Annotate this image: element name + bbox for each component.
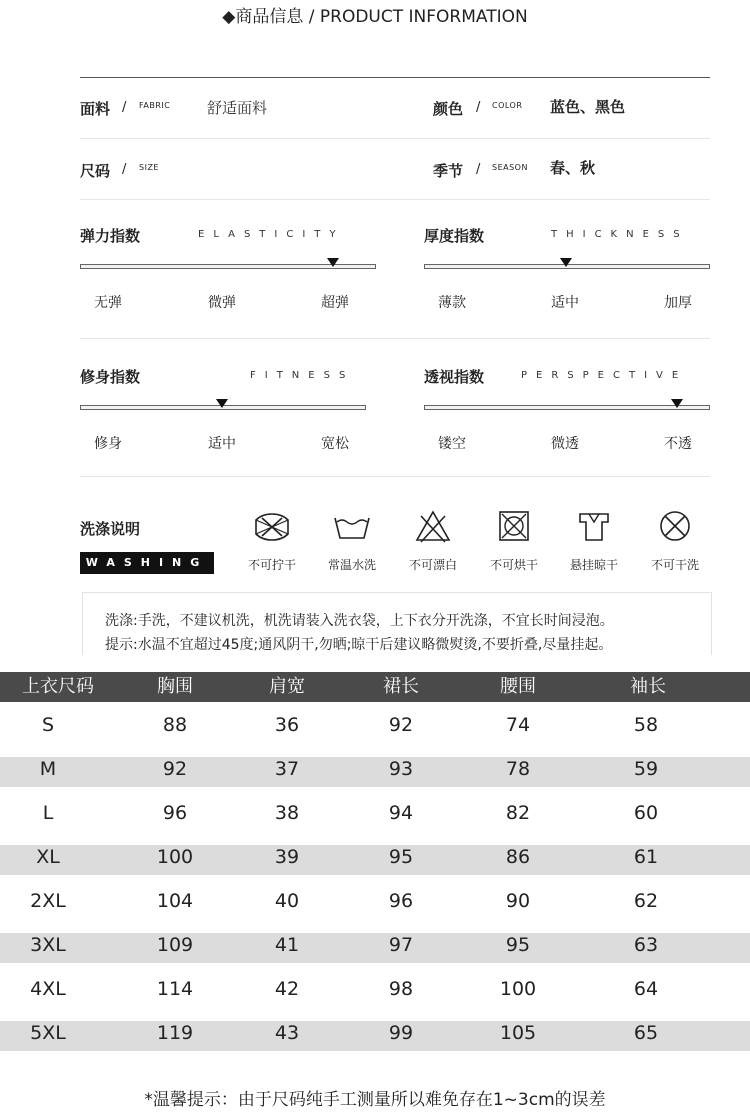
table-row-size: 2XL — [30, 890, 66, 912]
size-en: SIZE — [139, 163, 159, 172]
elasticity-en: ELASTICITY — [198, 229, 345, 240]
header-divider — [80, 77, 710, 78]
color-en: COLOR — [492, 101, 523, 110]
table-cell: 105 — [499, 1022, 537, 1044]
washing-note: 提示:水温不宜超过45度;通风阴干,勿晒;晾干后建议略微熨烫,不要折叠,尽量挂起。 — [105, 637, 613, 653]
table-cell: 74 — [505, 714, 531, 736]
table-row-size: 5XL — [30, 1022, 66, 1044]
color-separator: / — [476, 100, 481, 115]
table-header-cell: 上衣尺码 — [22, 676, 94, 697]
normal-temp-wash-icon — [332, 508, 372, 546]
table-cell: 90 — [505, 890, 531, 912]
thickness-tick: 薄款 — [438, 295, 466, 311]
table-row-size: S — [41, 714, 55, 736]
elasticity-tick: 超弹 — [321, 295, 349, 311]
table-cell: 99 — [388, 1022, 414, 1044]
fitness-tick: 适中 — [208, 436, 236, 452]
fitness-tick: 修身 — [94, 436, 122, 452]
perspective-tick: 镂空 — [438, 436, 466, 452]
table-cell: 36 — [274, 714, 300, 736]
table-cell: 100 — [499, 978, 537, 1000]
washing-notes — [82, 592, 712, 655]
row-divider — [80, 476, 710, 477]
table-cell: 94 — [388, 802, 414, 824]
row-divider — [80, 199, 710, 200]
table-cell: 82 — [505, 802, 531, 824]
table-cell: 40 — [274, 890, 300, 912]
table-header-cell: 肩宽 — [269, 676, 305, 697]
table-cell: 88 — [162, 714, 188, 736]
fitness-tick: 宽松 — [321, 436, 349, 452]
season-separator: / — [476, 162, 481, 177]
care-item — [640, 508, 710, 573]
hang-dry-icon — [574, 508, 614, 546]
elasticity-tick: 微弹 — [208, 295, 236, 311]
fabric-en: FABRIC — [139, 101, 171, 110]
elasticity-tick: 无弹 — [94, 295, 122, 311]
table-cell: 109 — [156, 934, 194, 956]
season-label: 季节 — [433, 162, 464, 180]
perspective-en: PERSPECTIVE — [521, 370, 688, 381]
table-cell: 61 — [633, 846, 659, 868]
elasticity-label: 弹力指数 — [80, 227, 141, 245]
table-cell: 119 — [156, 1022, 194, 1044]
table-cell: 96 — [388, 890, 414, 912]
thickness-tick: 加厚 — [664, 295, 692, 311]
table-cell: 92 — [162, 758, 188, 780]
table-cell: 114 — [156, 978, 194, 1000]
elasticity-marker — [327, 258, 339, 267]
table-cell: 39 — [274, 846, 300, 868]
fitness-marker — [216, 399, 228, 408]
care-label: 常温水洗 — [327, 558, 376, 572]
care-item — [559, 508, 629, 573]
table-cell: 100 — [156, 846, 194, 868]
table-header-cell: 胸围 — [157, 676, 193, 697]
table-row-size: 3XL — [30, 934, 66, 956]
table-cell: 86 — [505, 846, 531, 868]
color-value: 蓝色、黑色 — [550, 98, 626, 116]
perspective-label: 透视指数 — [424, 368, 485, 386]
table-cell: 64 — [633, 978, 659, 1000]
care-item — [479, 508, 549, 573]
care-label: 悬挂晾干 — [569, 558, 618, 572]
fitness-label: 修身指数 — [80, 368, 141, 386]
table-cell: 60 — [633, 802, 659, 824]
table-row-size: XL — [36, 846, 60, 868]
table-cell: 95 — [388, 846, 414, 868]
table-row-size: L — [42, 802, 54, 824]
perspective-scale — [424, 405, 710, 410]
footer-note: *温馨提示：由于尺码纯手工测量所以难免存在1~3cm的误差 — [144, 1090, 606, 1110]
table-cell: 43 — [274, 1022, 300, 1044]
size-separator: / — [122, 162, 127, 177]
season-value: 春、秋 — [550, 159, 596, 177]
table-cell: 38 — [274, 802, 300, 824]
thickness-marker — [560, 258, 572, 267]
row-divider — [80, 338, 710, 339]
season-en: SEASON — [492, 163, 528, 172]
table-row-size: M — [39, 758, 57, 780]
table-header-cell: 腰围 — [500, 676, 536, 697]
no-bleach-icon — [413, 508, 453, 546]
page-title: ◆商品信息 / PRODUCT INFORMATION — [222, 7, 528, 27]
thickness-tick: 适中 — [551, 295, 579, 311]
washing-note: 洗涤:手洗，不建议机洗，机洗请装入洗衣袋，上下衣分开洗涤，不宜长时间浸泡。 — [105, 613, 614, 629]
no-dry-clean-icon — [655, 508, 695, 546]
table-cell: 42 — [274, 978, 300, 1000]
table-cell: 92 — [388, 714, 414, 736]
thickness-en: THICKNESS — [551, 229, 689, 240]
care-label: 不可烘干 — [489, 558, 538, 572]
table-cell: 37 — [274, 758, 300, 780]
table-cell: 93 — [388, 758, 414, 780]
perspective-tick: 微透 — [551, 436, 579, 452]
table-row-size: 4XL — [30, 978, 66, 1000]
washing-badge: WASHING — [80, 552, 214, 574]
fabric-value: 舒适面料 — [207, 99, 268, 117]
fabric-label: 面料 — [80, 100, 111, 118]
table-cell: 63 — [633, 934, 659, 956]
size-label: 尺码 — [80, 162, 111, 180]
table-cell: 98 — [388, 978, 414, 1000]
care-item — [237, 508, 307, 573]
table-cell: 95 — [505, 934, 531, 956]
washing-label: 洗涤说明 — [80, 520, 141, 538]
table-cell: 62 — [633, 890, 659, 912]
table-cell: 104 — [156, 890, 194, 912]
no-wring-icon — [252, 508, 292, 546]
table-cell: 97 — [388, 934, 414, 956]
table-cell: 59 — [633, 758, 659, 780]
care-item — [317, 508, 387, 573]
perspective-tick: 不透 — [664, 436, 692, 452]
fitness-en: FITNESS — [250, 370, 355, 381]
table-header-cell: 袖长 — [630, 676, 666, 697]
no-tumble-dry-icon — [494, 508, 534, 546]
care-label: 不可拧干 — [247, 558, 296, 572]
fabric-separator: / — [122, 100, 127, 115]
table-cell: 58 — [633, 714, 659, 736]
color-label: 颜色 — [433, 100, 464, 118]
table-cell: 78 — [505, 758, 531, 780]
care-label: 不可干洗 — [650, 558, 699, 572]
row-divider — [80, 138, 710, 139]
table-cell: 65 — [633, 1022, 659, 1044]
table-header-cell: 裙长 — [383, 676, 419, 697]
perspective-marker — [671, 399, 683, 408]
table-cell: 41 — [274, 934, 300, 956]
table-cell: 96 — [162, 802, 188, 824]
thickness-label: 厚度指数 — [424, 227, 485, 245]
care-label: 不可漂白 — [408, 558, 457, 572]
care-item — [398, 508, 468, 573]
